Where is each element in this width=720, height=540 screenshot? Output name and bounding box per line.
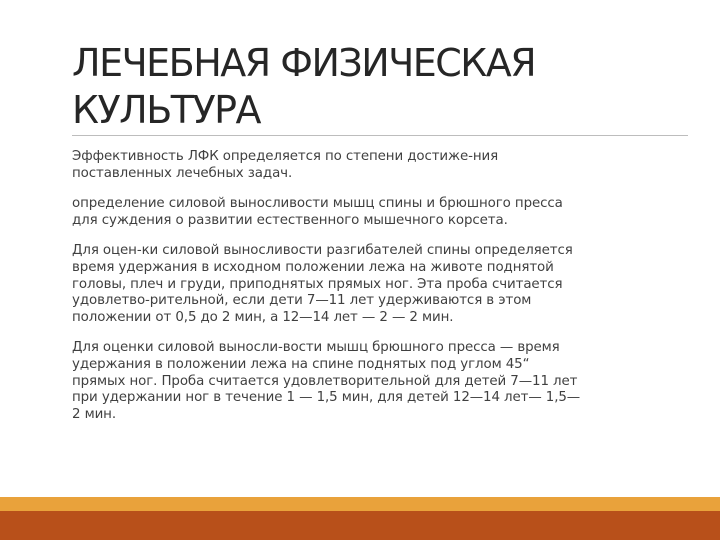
title-line: ЛЕЧЕБНАЯ ФИЗИЧЕСКАЯ xyxy=(72,41,536,85)
text-line: поставленных лечебных задач. xyxy=(72,165,293,181)
text-line: время удержания в исходном положении лежа на животе поднятой xyxy=(72,259,554,275)
paragraph-definition xyxy=(72,196,672,229)
title-divider xyxy=(72,135,688,136)
text-line: головы, плеч и груди, приподнятых прямых ног. Эта проба считается xyxy=(72,276,563,292)
text-line: Эффективность ЛФК определяется по степени достиже-ния xyxy=(72,149,499,164)
text-line: удержания в положении лежа на спине поднятых под углом 45“ xyxy=(72,356,530,372)
title-line: КУЛЬТУРА xyxy=(72,88,261,132)
text-line: для суждения о развитии естественного мышечного корсета. xyxy=(72,212,508,228)
text-line: удовлетво-рительной, если дети 7—11 лет удерживаются в этом xyxy=(72,293,532,309)
slide-body xyxy=(72,149,672,437)
footer-band xyxy=(0,511,720,540)
text-line: Для оценки силовой выносли-вости мышц брюшного пресса — время xyxy=(72,340,560,356)
slide-title xyxy=(72,40,672,134)
text-line: Для оцен-ки силовой выносливости разгибателей спины определяется xyxy=(72,243,573,259)
paragraph-effectiveness xyxy=(72,149,672,182)
footer-accent-bar xyxy=(0,497,720,511)
text-line: положении от 0,5 до 2 мин, а 12—14 лет — 2 — 2 мин. xyxy=(72,309,454,325)
paragraph-abdominal-endurance xyxy=(72,340,672,423)
text-line: определение силовой выносливости мышц спины и брюшного пресса xyxy=(72,196,563,212)
text-line: 2 мин. xyxy=(72,406,116,422)
text-line: при удержании ног в течение 1 — 1,5 мин, для детей 12—14 лет— 1,5— xyxy=(72,390,581,406)
text-line: прямых ног. Проба считается удовлетворительной для детей 7—11 лет xyxy=(72,373,578,389)
paragraph-back-endurance xyxy=(72,243,672,326)
